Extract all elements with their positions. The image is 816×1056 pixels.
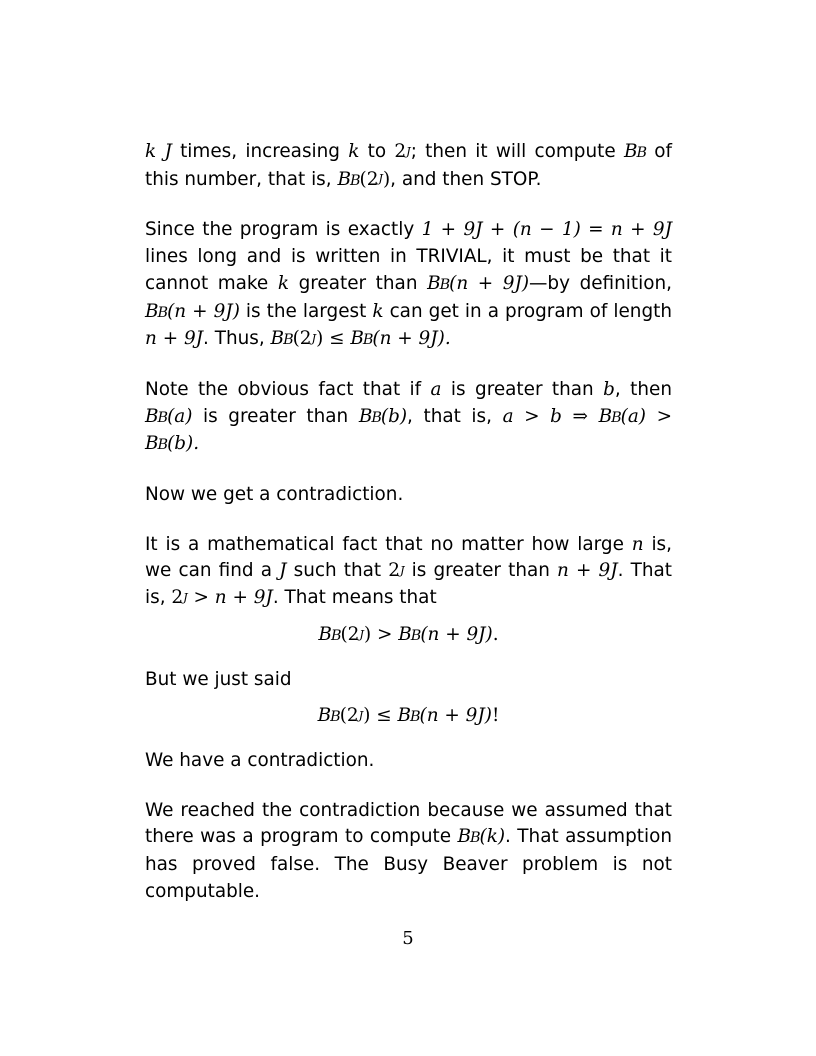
paragraph-4: Now we get a contradiction. xyxy=(145,484,404,506)
display-equation-2: $BB(2^J) \le BB(n + 9J)$! xyxy=(317,705,500,727)
busy-beaver-symbol: BB xyxy=(623,141,646,162)
document-body xyxy=(145,139,672,928)
paragraph-3: Note the obvious fact that if a is greater than b, then BB(a) is greater than BB(b), that is, a > b ⇒ BB(a) > BB(b). xyxy=(145,378,672,455)
paragraph-2: Since the program is exactly 1 + 9J + (n − 1) = n + 9J lines long and is written in TRIVIAL, it must be that it cannot make k greater than BB(n + 9J)—by definition, BB(n + 9J) is the largest k can get in a program of length n + 9J. Thus, $BB(2^J) \le BB(n + 9J)$. xyxy=(145,219,672,350)
paragraph-8: We reached the contradiction because we assumed that there was a program to compute BB(k). That assumption has proved false. The Busy Beaver problem is not computable. xyxy=(145,799,672,902)
page-number: 5 xyxy=(402,928,414,949)
display-equation-1: $BB(2^J) > BB(n + 9J)$. xyxy=(318,623,499,645)
paragraph-5: It is a mathematical fact that no matter how large n is, we can find a J such that $2^J$ is greater than n + 9J. That is, $2^J > n + 9J$. That means that xyxy=(145,533,672,609)
paragraph-7: We have a contradiction. xyxy=(145,749,375,771)
paragraph-6: But we just said xyxy=(145,668,292,690)
paragraph-1: k J times, increasing k to $2^J$; then it will compute BB of this number, that is, $BB(2^J)$, and then STOP. xyxy=(145,141,672,190)
